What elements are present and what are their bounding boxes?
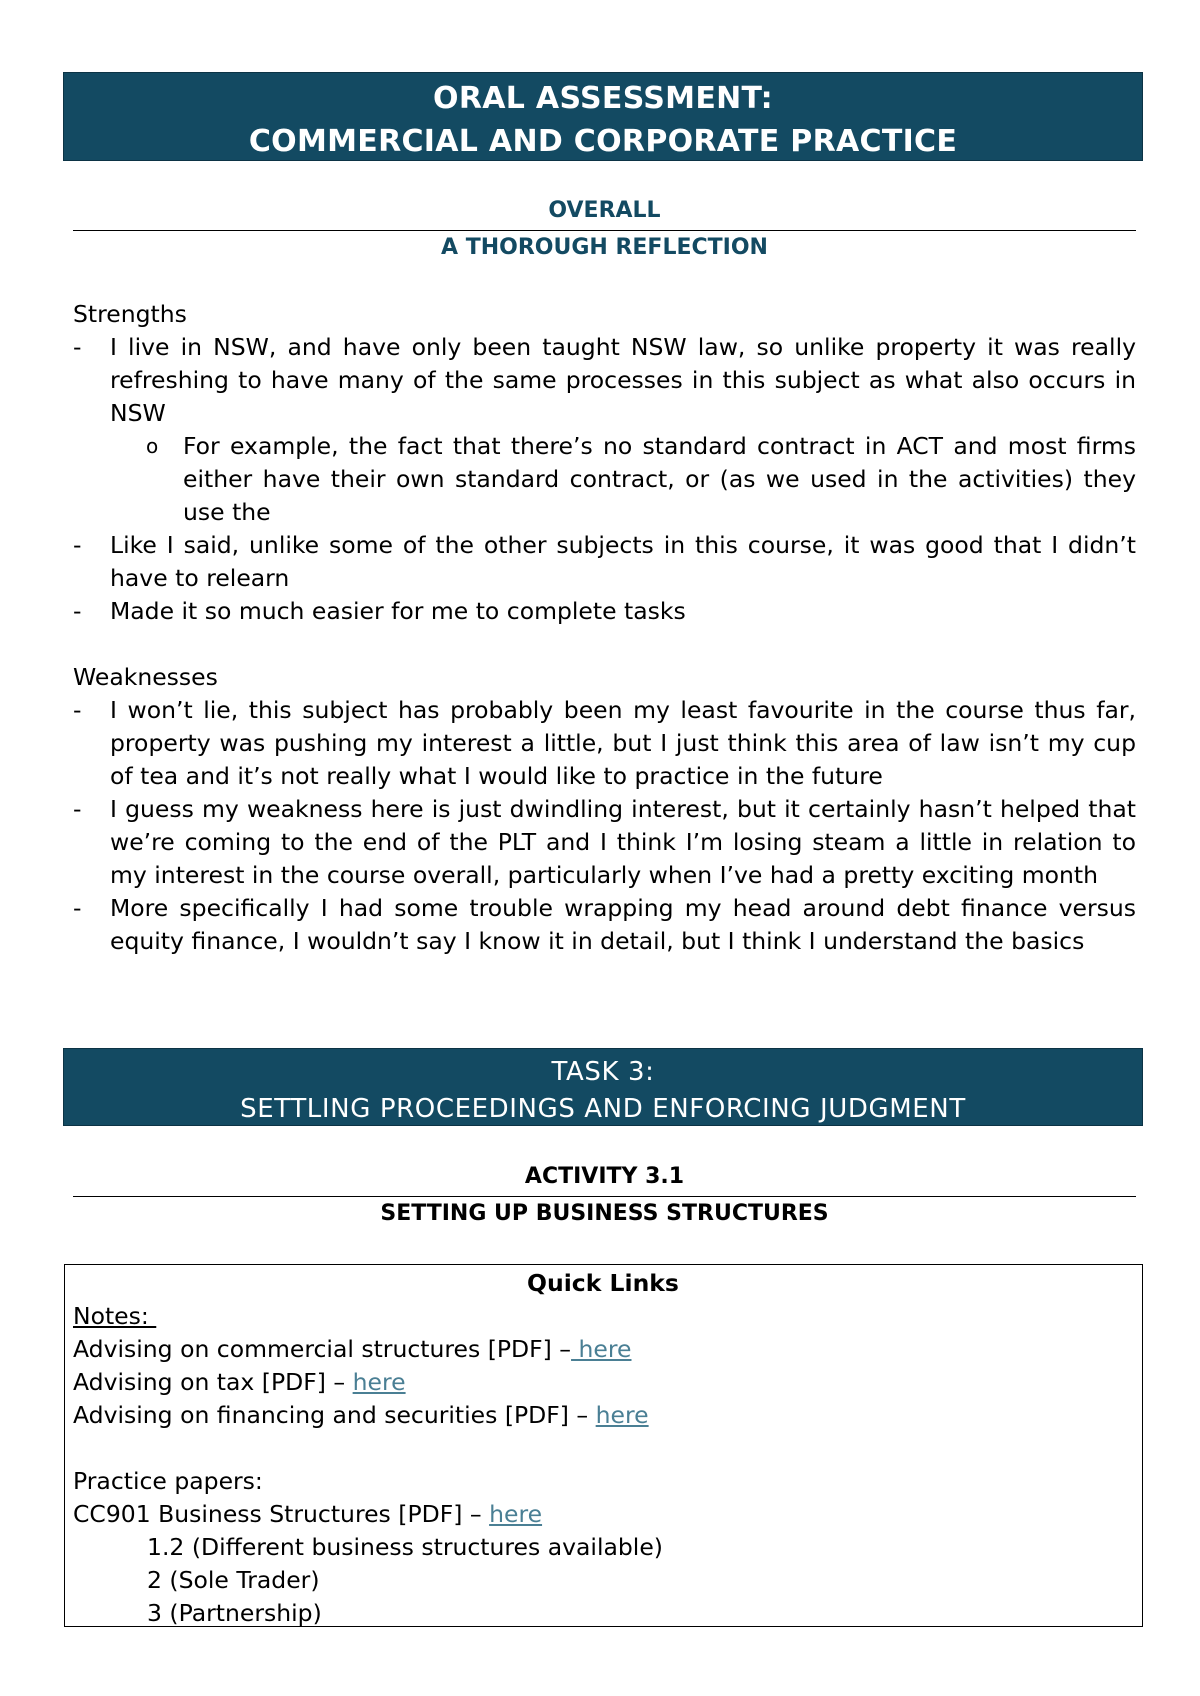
note-line [73,1333,1133,1366]
overall-subheading: A THOROUGH REFLECTION [441,235,768,260]
assessment-title-line1: ORAL ASSESSMENT: [433,81,773,116]
note-link[interactable]: here [352,1368,406,1396]
strength-text: Made it so much easier for me to complete tasks [110,597,686,625]
weakness-text: More specifically I had some trouble wrapping my head around debt finance versus equity finance, I wouldn’t say I know it in detail, but I think I understand the basics [110,894,1136,955]
paper-item: 2 (Sole Trader) [147,1566,320,1594]
weaknesses-heading: Weaknesses [73,663,218,691]
note-line [73,1366,1133,1399]
weaknesses-list [73,694,1136,958]
paper-link[interactable]: here [489,1500,543,1528]
task-banner [63,1048,1143,1126]
strengths-heading: Strengths [73,300,187,328]
list-item [73,793,1136,892]
paper-line [73,1498,1133,1531]
overall-heading: OVERALL [548,198,661,223]
strength-text: Like I said, unlike some of the other subjects in this course, it was good that I didn’t have to relearn [110,531,1136,592]
note-text: Advising on financing and securities [PDF] – [73,1401,596,1429]
note-link[interactable]: here [571,1335,632,1363]
reflection-body [73,298,1136,958]
assessment-title-banner [63,72,1143,161]
task-banner-line2: SETTLING PROCEEDINGS AND ENFORCING JUDGMENT [240,1094,966,1124]
task-banner-line1: TASK 3: [551,1057,655,1087]
notes-label: Notes: [73,1302,157,1330]
note-line [73,1399,1133,1432]
list-item [73,331,1136,529]
dash-bullet: - [73,333,82,361]
paper-item: 3 (Partnership) [147,1599,322,1627]
list-item [73,430,1136,529]
list-item [73,595,1136,628]
quick-links-content [73,1265,1133,1630]
list-item [73,892,1136,958]
paper-item: 1.2 (Different business structures available) [147,1533,663,1561]
dash-bullet: - [73,894,82,922]
note-text: Advising on tax [PDF] – [73,1368,353,1396]
list-item [73,529,1136,595]
strengths-list [73,331,1136,628]
dash-bullet: - [73,597,82,625]
circle-bullet: o [146,434,159,458]
practice-papers-label: Practice papers: [73,1467,263,1495]
note-link[interactable]: here [595,1401,649,1429]
strength-text: I live in NSW, and have only been taught NSW law, so unlike property it was really refreshing to have many of the same processes in this subject as what also occurs in NSW [110,333,1136,427]
note-text: Advising on commercial structures [PDF] – [73,1335,572,1363]
dash-bullet: - [73,531,82,559]
list-item [73,694,1136,793]
dash-bullet: - [73,795,82,823]
quick-links-box [64,1264,1143,1627]
overall-divider [73,230,1136,231]
weakness-text: I won’t lie, this subject has probably been my least favourite in the course thus far, property was pushing my interest a little, but I just think this area of law isn’t my cup of tea and it’s not really what I would like to practice in the future [110,696,1136,790]
dash-bullet: - [73,696,82,724]
strengths-sublist [110,430,1136,529]
activity-subheading: SETTING UP BUSINESS STRUCTURES [380,1201,829,1226]
activity-divider [73,1196,1136,1197]
paper-text: CC901 Business Structures [PDF] – [73,1500,490,1528]
weakness-text: I guess my weakness here is just dwindling interest, but it certainly hasn’t helped that we’re coming to the end of the PLT and I think I’m losing steam a little in relation to my interest in the course overall, particularly when I’ve had a pretty exciting month [110,795,1136,889]
quick-links-title: Quick Links [527,1269,679,1297]
activity-heading: ACTIVITY 3.1 [524,1164,685,1189]
assessment-title-line2: COMMERCIAL AND CORPORATE PRACTICE [248,124,958,159]
strength-subtext: For example, the fact that there’s no standard contract in ACT and most firms either have their own standard contract, or (as we used in the activities) they use the [183,432,1136,526]
